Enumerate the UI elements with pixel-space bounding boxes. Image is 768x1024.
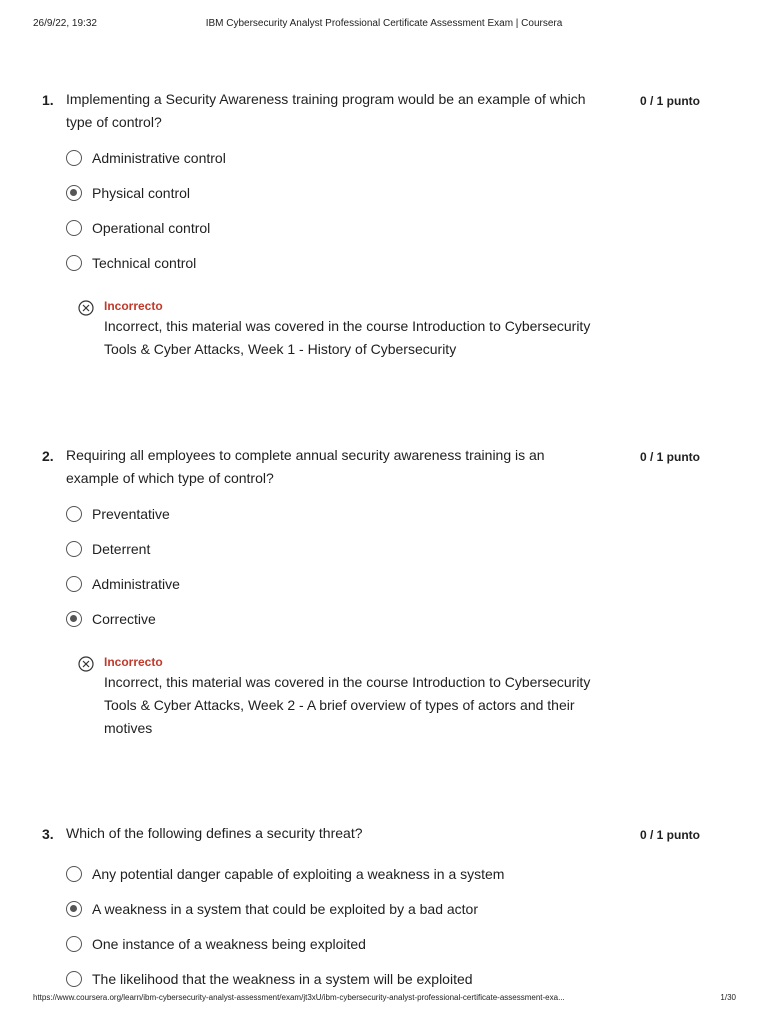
answer-option-label: Deterrent xyxy=(92,541,151,557)
answer-option[interactable] xyxy=(66,934,366,954)
feedback-text: Incorrect, this material was covered in the course Introduction to Cybersecurity Tools & Cyber Attacks, Week 1 - History of Cybersecurity xyxy=(104,318,591,357)
answer-option[interactable] xyxy=(66,574,180,594)
question-text: Requiring all employees to complete annual security awareness training is an example of which type of control? xyxy=(66,447,545,486)
answer-option[interactable] xyxy=(66,609,156,629)
radio-button-icon[interactable] xyxy=(66,901,82,917)
answer-option-label: One instance of a weakness being exploited xyxy=(92,936,366,952)
question-number: 2. xyxy=(42,448,54,464)
answer-option-label: The likelihood that the weakness in a system will be exploited xyxy=(92,971,473,987)
x-circle-icon xyxy=(78,300,94,316)
answer-option-label: Corrective xyxy=(92,611,156,627)
answer-option-label: Operational control xyxy=(92,220,211,236)
radio-button-icon[interactable] xyxy=(66,185,82,201)
radio-button-icon[interactable] xyxy=(66,611,82,627)
question-score: 0 / 1 punto xyxy=(640,828,700,842)
x-circle-icon xyxy=(78,656,94,672)
radio-button-icon[interactable] xyxy=(66,971,82,987)
question-text: Which of the following defines a security threat? xyxy=(66,825,363,841)
radio-button-icon[interactable] xyxy=(66,220,82,236)
answer-option[interactable] xyxy=(66,899,478,919)
question-text: Implementing a Security Awareness training program would be an example of which type of control? xyxy=(66,91,586,130)
radio-button-icon[interactable] xyxy=(66,255,82,271)
answer-option[interactable] xyxy=(66,218,210,238)
feedback-text: Incorrect, this material was covered in the course Introduction to Cybersecurity Tools & Cyber Attacks, Week 2 - A brief overview of types of actors and their motives xyxy=(104,674,591,736)
answer-option[interactable] xyxy=(66,148,226,168)
feedback-status: Incorrecto xyxy=(104,299,163,313)
answer-option-label: Physical control xyxy=(92,185,191,201)
answer-option[interactable] xyxy=(66,539,150,559)
feedback-status: Incorrecto xyxy=(104,655,163,669)
answer-option[interactable] xyxy=(66,504,170,524)
question-score: 0 / 1 punto xyxy=(640,450,700,464)
answer-option-label: Administrative control xyxy=(92,150,226,166)
page-title: IBM Cybersecurity Analyst Professional Certificate Assessment Exam | Coursera xyxy=(205,18,563,29)
answer-option[interactable] xyxy=(66,864,504,884)
radio-button-icon[interactable] xyxy=(66,150,82,166)
radio-button-icon[interactable] xyxy=(66,936,82,952)
answer-option-label: Preventative xyxy=(92,506,170,522)
answer-option-label: Technical control xyxy=(92,255,197,271)
page-url: https://www.coursera.org/learn/ibm-cybersecurity-analyst-assessment/exam/jt3xU/ibm-cybersecurity-analyst-professional-certificate-assessment-exa... xyxy=(33,993,565,1002)
question-number: 1. xyxy=(42,92,54,108)
answer-option[interactable] xyxy=(66,253,196,273)
radio-button-icon[interactable] xyxy=(66,576,82,592)
print-date: 26/9/22, 19:32 xyxy=(33,18,97,29)
answer-option[interactable] xyxy=(66,969,473,989)
answer-option-label: A weakness in a system that could be exploited by a bad actor xyxy=(92,901,479,917)
radio-button-icon[interactable] xyxy=(66,506,82,522)
radio-button-icon[interactable] xyxy=(66,866,82,882)
question-number: 3. xyxy=(42,826,54,842)
radio-button-icon[interactable] xyxy=(66,541,82,557)
answer-option[interactable] xyxy=(66,183,190,203)
answer-option-label: Any potential danger capable of exploiting a weakness in a system xyxy=(92,866,505,882)
question-score: 0 / 1 punto xyxy=(640,94,700,108)
page-number: 1/30 xyxy=(720,993,736,1002)
answer-option-label: Administrative xyxy=(92,576,180,592)
